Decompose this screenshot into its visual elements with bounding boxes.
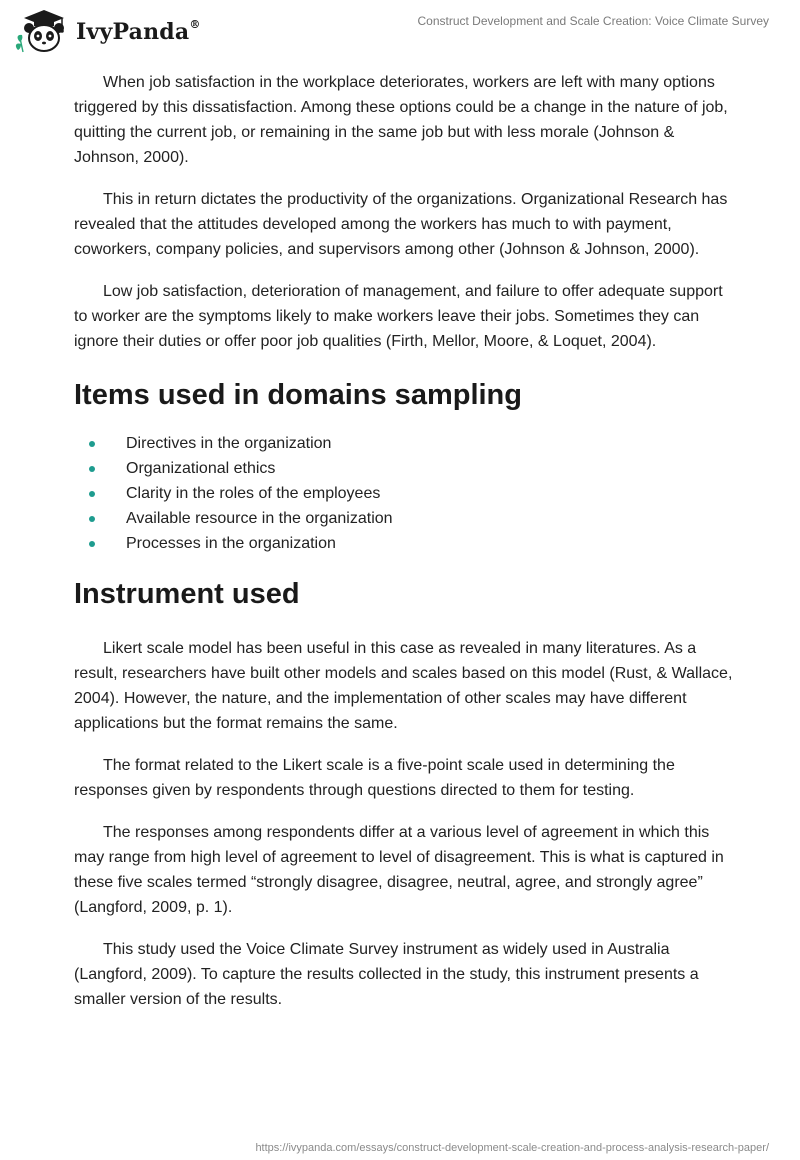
paragraph: Low job satisfaction, deterioration of management, and failure to offer adequate support to worker are the symptoms likely to make workers leave their jobs. Sometimes they can ignore their duties or offer poor job qualities (Firth, Mellor, Moore, & Loquet, 2004).	[74, 283, 723, 350]
bullet-icon	[89, 516, 95, 522]
paragraph: Likert scale model has been useful in this case as revealed in many literatures. As a result, researchers have built other models and scales based on this model (Rust, & Wallace, 2004). However, the nature, and the implementation of other scales may have different applications but the format remains the same.	[74, 640, 733, 732]
article-body	[74, 70, 734, 1029]
ivypanda-logo[interactable]	[14, 8, 201, 56]
section-heading-instrument: Instrument used	[74, 578, 300, 610]
list-item: Processes in the organization	[74, 531, 734, 556]
registered-mark: ®	[189, 17, 201, 31]
bullet-icon	[89, 491, 95, 497]
logo-wordmark: IvyPanda®	[76, 17, 201, 45]
bullet-icon	[89, 541, 95, 547]
paragraph: The responses among respondents differ at a various level of agreement in which this may range from high level of agreement to level of disagreement. This is what is captured in these five scales termed “strongly disagree, disagree, neutral, agree, and strongly agree” (Langford, 2009, p. 1).	[74, 824, 724, 916]
paragraph: This in return dictates the productivity of the organizations. Organizational Research has revealed that the attitudes developed among the workers has much to with payment, coworkers, company policies, and supervisors among other (Johnson & Johnson, 2000).	[74, 191, 728, 258]
bullet-icon	[89, 466, 95, 472]
page-header	[0, 0, 800, 62]
list-item: Directives in the organization	[74, 431, 734, 456]
list-item: Available resource in the organization	[74, 506, 734, 531]
domain-items-list	[74, 431, 734, 556]
list-item: Clarity in the roles of the employees	[74, 481, 734, 506]
paragraph: This study used the Voice Climate Survey instrument as widely used in Australia (Langford, 2009). To capture the results collected in the study, this instrument presents a smaller version of the results.	[74, 941, 699, 1008]
bullet-icon	[89, 441, 95, 447]
list-item: Organizational ethics	[74, 456, 734, 481]
panda-graduate-icon	[14, 8, 72, 56]
section-heading-domains: Items used in domains sampling	[74, 379, 522, 411]
paragraph: The format related to the Likert scale is a five-point scale used in determining the responses given by respondents through questions directed to them for testing.	[74, 757, 675, 799]
source-url-link[interactable]: https://ivypanda.com/essays/construct-development-scale-creation-and-process-analysis-research-paper/	[255, 1142, 769, 1154]
document-title: Construct Development and Scale Creation: Voice Climate Survey	[417, 14, 769, 28]
paragraph: When job satisfaction in the workplace deteriorates, workers are left with many options triggered by this dissatisfaction. Among these options could be a change in the nature of job, quitting the current job, or remaining in the same job but with less morale (Johnson & Johnson, 2000).	[74, 74, 728, 166]
